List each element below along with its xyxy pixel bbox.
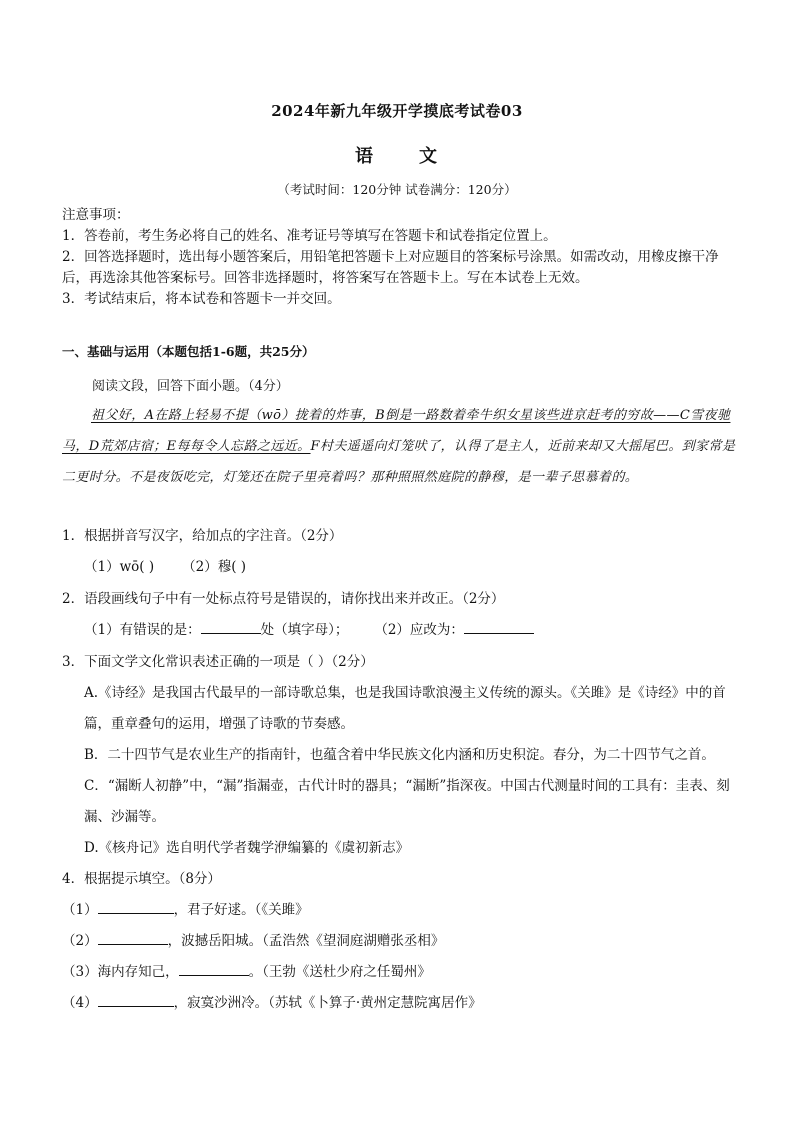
question-3 — [62, 647, 742, 864]
notes-item: 2．回答选择题时，选出每小题答案后，用铅笔把答题卡上对应题目的答案标号涂黑。如需改动，用橡皮擦干净后，再选涂其他答案标号。回答非选择题时，将答案写在答题卡上。写在本试卷上无效。 — [62, 249, 719, 286]
subject-char-right: 文 — [419, 146, 439, 167]
subject-heading — [0, 142, 794, 168]
q3-option-c: C．“漏断人初静”中，“漏”指漏壶，古代计时的器具；“漏断”指深夜。中国古代测量时间的工具有：圭表、刻漏、沙漏等。 — [84, 778, 730, 825]
question-1 — [62, 521, 742, 583]
exam-time-info: （考试时间：120分钟 试卷满分：120分） — [277, 182, 517, 197]
exam-title: 2024年新九年级开学摸底考试卷03 — [271, 102, 523, 120]
passage-underlined: 祖父好，A在路上轻易不提（wō）拢着的炸事，B倒是一路数着牵牛织女星该些进京赶考的穷故——C雪夜驰马，D荒郊店宿；E每每令人忘路之远近。 — [62, 408, 731, 454]
q2-part1-prefix: （1）有错误的是： — [84, 622, 201, 638]
q2-part2-prefix: （2）应改为： — [374, 622, 464, 638]
q4-blank-4[interactable] — [98, 992, 174, 1007]
notes-block — [62, 205, 740, 310]
q3-option-a: A.《诗经》是我国古代最早的一部诗歌总集，也是我国诗歌浪漫主义传统的源头。《关雎》是《诗经》中的首篇，重章叠句的运用，增强了诗歌的节奏感。 — [84, 685, 726, 732]
q4-stem: 4．根据提示填空。（8分） — [62, 871, 221, 887]
reading-passage — [62, 400, 740, 493]
q2-blank-2[interactable] — [464, 619, 534, 634]
notes-item: 1．答卷前，考生务必将自己的姓名、准考证号等填写在答题卡和试卷指定位置上。 — [62, 228, 557, 244]
passage-intro: 阅读文段，回答下面小题。（4分） — [92, 379, 289, 394]
notes-heading: 注意事项： — [62, 207, 130, 223]
q4-blank-2[interactable] — [98, 930, 168, 945]
notes-item: 3．考试结束后，将本试卷和答题卡一并交回。 — [62, 291, 341, 307]
passage-rest: F村夫遥遥向灯笼吠了，认得了是主人，近前来却又大摇尾巴。到家常是二更时分。不是夜饭吃完，灯笼还在院子里亮着吗？那种照照然庭院的静穆，是一辈子思慕着的。 — [62, 439, 736, 485]
q4-l1-prefix: （1） — [62, 902, 98, 918]
q3-option-b: B．二十四节气是农业生产的指南针，也蕴含着中华民族文化内涵和历史积淀。春分，为二十四节气之首。 — [84, 747, 715, 763]
q4-l3-suffix: 。（王勃《送杜少府之任蜀州》 — [248, 964, 431, 980]
q4-l4-suffix: ，寂寞沙洲冷。（苏轼《卜算子·黄州定慧院寓居作》 — [173, 995, 482, 1011]
q4-l2-prefix: （2） — [62, 933, 98, 949]
subject-char-left: 语 — [355, 146, 375, 167]
q4-blank-1[interactable] — [98, 899, 174, 914]
q2-stem: 2．语段画线句子中有一处标点符号是错误的，请你找出来并改正。（2分） — [62, 591, 505, 607]
q1-stem: 1．根据拼音写汉字，给加点的字注音。（2分） — [62, 528, 343, 544]
section-heading: 一、基础与运用（本题包括1-6题，共25分） — [62, 344, 315, 359]
q3-option-d: D.《核舟记》选自明代学者魏学洢编纂的《虞初新志》 — [84, 840, 410, 856]
q1-part2: （2）穆( ) — [182, 559, 247, 575]
q4-l2-suffix: ，波撼岳阳城。（孟浩然《望洞庭湖赠张丞相》 — [167, 933, 445, 949]
question-2 — [62, 584, 742, 646]
q4-l1-suffix: ，君子好逑。（《关雎》 — [173, 902, 309, 918]
q2-part1-suffix: 处（填字母）； — [260, 622, 349, 638]
q1-part1: （1）wō( ) — [84, 559, 155, 575]
q2-blank-1[interactable] — [201, 619, 261, 634]
q3-stem: 3．下面文学文化常识表述正确的一项是（ ）（2分） — [62, 654, 374, 670]
q4-blank-3[interactable] — [179, 961, 249, 976]
question-4 — [62, 864, 742, 1019]
q4-l4-prefix: （4） — [62, 995, 98, 1011]
q4-l3-prefix: （3）海内存知己， — [62, 964, 179, 980]
